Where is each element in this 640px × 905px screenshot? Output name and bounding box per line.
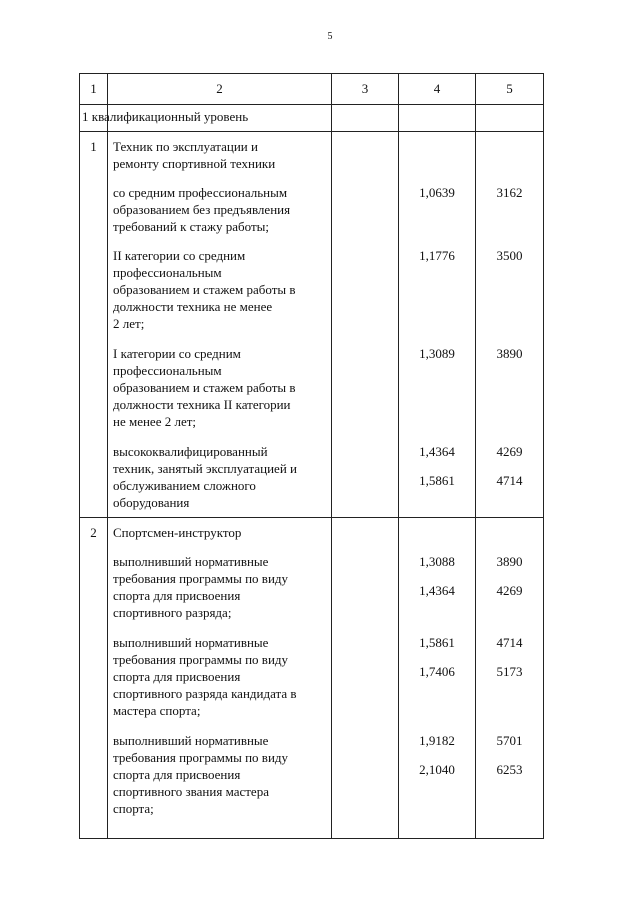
salary-cell: 5701 (496, 733, 523, 748)
position-condition: высококвалифицированный техник, занятый эксплуатацией и обслуживанием сложного оборудования (113, 444, 297, 510)
column-divider (331, 74, 332, 838)
coefficient-cell: 1,7406 (419, 664, 455, 679)
position-condition: выполнивший нормативные требования программы по виду спорта для присвоения спортивного разряда; (113, 554, 289, 620)
coefficient-cell: 1,1776 (419, 248, 455, 263)
salary-cell: 4714 (496, 473, 523, 488)
tariff-table (79, 73, 544, 839)
header-cell: 5 (506, 81, 513, 96)
header-cell: 1 (90, 81, 97, 96)
salary-cell: 3890 (496, 554, 523, 569)
header-cell: 2 (216, 81, 223, 96)
position-condition: со средним профессиональным образованием без предъявления требований к стажу работы; (113, 185, 291, 234)
coefficient-cell: 1,3088 (419, 554, 455, 569)
position-condition: I категории со средним профессиональным образованием и стажем работы в должности техника II категории не менее 2 лет; (113, 346, 296, 429)
salary-cell: 3890 (496, 346, 523, 361)
header-cell: 4 (433, 81, 441, 96)
header-cell: 3 (361, 81, 369, 96)
row-number: 2 (90, 525, 97, 540)
page-number: 5 (327, 31, 333, 42)
row-divider (80, 104, 543, 105)
coefficient-cell: 2,1040 (419, 762, 455, 777)
row-divider (80, 517, 543, 518)
column-divider (107, 74, 108, 838)
coefficient-cell: 1,5861 (419, 635, 455, 650)
salary-cell: 3162 (496, 185, 523, 200)
position-title: Техник по эксплуатации и ремонту спортивной техники (113, 139, 276, 171)
qualification-level-title: 1 квалификационный уровень (82, 109, 249, 124)
salary-cell: 6253 (496, 762, 523, 777)
salary-cell: 4714 (496, 635, 523, 650)
salary-cell: 5173 (496, 664, 523, 679)
position-condition: II категории со средним профессиональным образованием и стажем работы в должности техника не менее 2 лет; (113, 248, 296, 331)
position-condition: выполнивший нормативные требования программы по виду спорта для присвоения спортивного звания мастера спорта; (113, 733, 289, 816)
salary-cell: 3500 (496, 248, 523, 263)
row-divider (80, 131, 543, 132)
salary-cell: 4269 (496, 583, 523, 598)
coefficient-cell: 1,0639 (419, 185, 455, 200)
coefficient-cell: 1,5861 (419, 473, 455, 488)
position-title: Спортсмен-инструктор (113, 525, 242, 540)
coefficient-cell: 1,9182 (419, 733, 455, 748)
position-condition: выполнивший нормативные требования программы по виду спорта для присвоения спортивного разряда кандидата в мастера спорта; (113, 635, 297, 718)
coefficient-cell: 1,4364 (419, 444, 455, 459)
coefficient-cell: 1,3089 (419, 346, 455, 361)
row-number: 1 (90, 139, 97, 154)
coefficient-cell: 1,4364 (419, 583, 455, 598)
salary-cell: 4269 (496, 444, 523, 459)
